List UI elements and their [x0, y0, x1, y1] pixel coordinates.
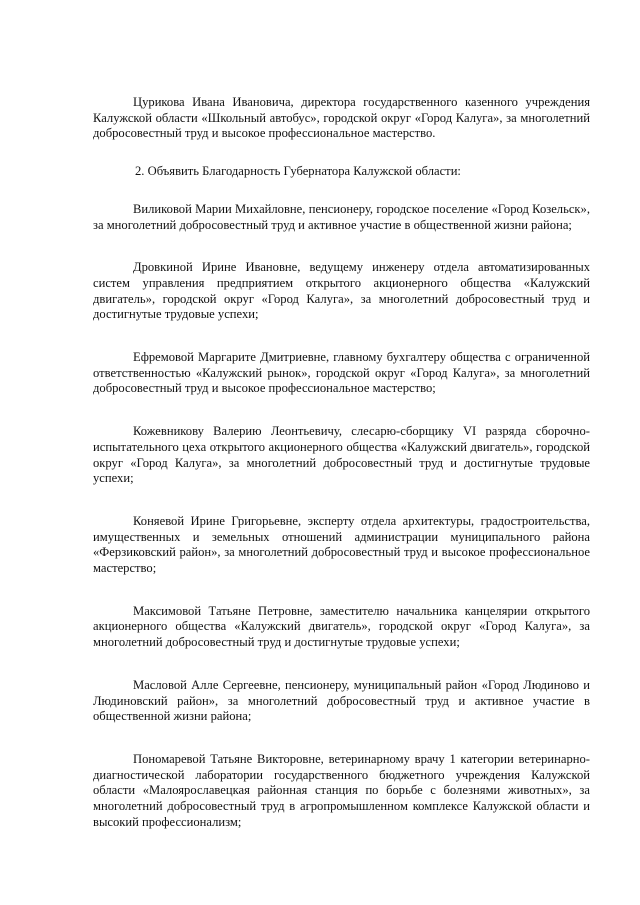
- award-paragraph-kozhevnikov: Кожевникову Валерию Леонтьевичу, слесарю-сборщику VI разряда сборочно-испытательного цеха открытого акционерного общества «Калужский двигатель», городской округ «Город Калуга», за многолетний добросовестный труд и достигнутые трудовые успехи;: [93, 424, 590, 486]
- document-body: [93, 95, 590, 831]
- award-paragraph-tsurikov: Цурикова Ивана Ивановича, директора государственного казенного учреждения Калужской области «Школьный автобус», городской округ «Город Калуга», за многолетний добросовестный труд и высокое профессиональное мастерство.: [93, 95, 590, 141]
- award-paragraph-efremova: Ефремовой Маргарите Дмитриевне, главному бухгалтеру общества с ограниченной ответственностью «Калужский рынок», городской округ «Город Калуга», за многолетний добросовестный труд и высокое профессиональное мастерство;: [93, 350, 590, 396]
- section-heading-gratitude: 2. Объявить Благодарность Губернатора Калужской области:: [135, 164, 461, 179]
- award-paragraph-ponomareva: Пономаревой Татьяне Викторовне, ветеринарному врачу 1 категории ветеринарно-диагностической лаборатории государственного бюджетного учреждения Калужской области «Малоярославецкая районная станция по борьбе с болезнями животных», за многолетний добросовестный труд в агропромышленном комплексе Калужской области и высокий профессионализм;: [93, 751, 590, 829]
- award-paragraph-drovkina: Дровкиной Ирине Ивановне, ведущему инженеру отдела автоматизированных систем управления предприятием открытого акционерного общества «Калужский двигатель», городской округ «Город Калуга», за многолетний добросовестный труд и достигнутые трудовые успехи;: [93, 260, 590, 322]
- award-paragraph-maksimova: Максимовой Татьяне Петровне, заместителю начальника канцелярии открытого акционерного общества «Калужский двигатель», городской округ «Город Калуга», за многолетний добросовестный труд и достигнутые трудовые успехи;: [93, 603, 590, 650]
- award-paragraph-maslova: Масловой Алле Сергеевне, пенсионеру, муниципальный район «Город Людиново и Людиновский район», за многолетний добросовестный труд и активное участие в общественной жизни района;: [93, 677, 590, 724]
- award-paragraph-vilikova: Виликовой Марии Михайловне, пенсионеру, городское поселение «Город Козельск», за многолетний добросовестный труд и активное участие в общественной жизни района;: [93, 201, 590, 232]
- award-paragraph-konyaeva: Коняевой Ирине Григорьевне, эксперту отдела архитектуры, градостроительства, имущественных и земельных отношений администрации муниципального района «Ферзиковский район», за многолетний добросовестный труд и высокое профессиональное мастерство;: [93, 513, 590, 576]
